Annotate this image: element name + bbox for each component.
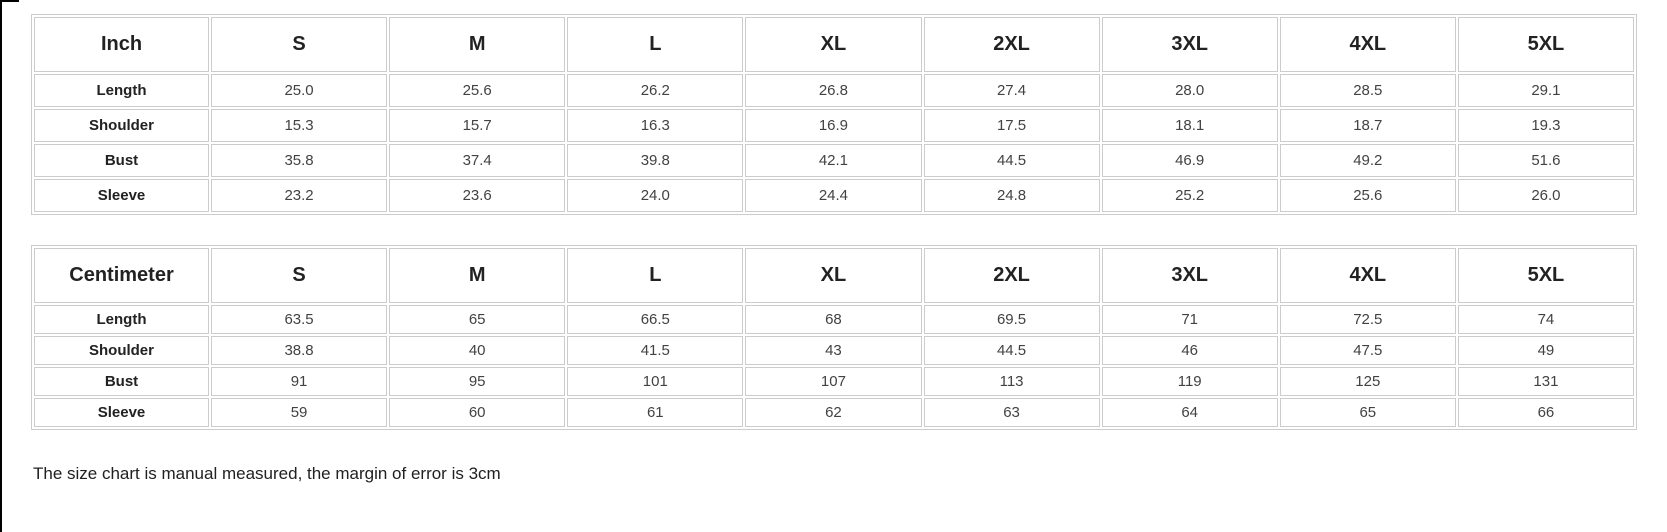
size-header-cell: 3XL [1102, 248, 1278, 303]
measure-value-cell: 95 [389, 367, 565, 396]
measure-value-cell: 51.6 [1458, 144, 1634, 177]
measure-value-cell: 24.4 [745, 179, 921, 212]
measure-label-cell: Length [34, 74, 209, 107]
measure-value-cell: 44.5 [924, 144, 1100, 177]
measure-value-cell: 15.7 [389, 109, 565, 142]
top-edge-line [0, 0, 19, 2]
measure-label-cell: Shoulder [34, 336, 209, 365]
measure-label-cell: Sleeve [34, 179, 209, 212]
measure-value-cell: 23.2 [211, 179, 387, 212]
measure-value-cell: 27.4 [924, 74, 1100, 107]
measure-value-cell: 25.6 [389, 74, 565, 107]
measure-value-cell: 38.8 [211, 336, 387, 365]
measure-value-cell: 40 [389, 336, 565, 365]
measure-value-cell: 49 [1458, 336, 1634, 365]
measure-value-cell: 66 [1458, 398, 1634, 427]
measure-value-cell: 28.0 [1102, 74, 1278, 107]
size-header-cell: 4XL [1280, 248, 1456, 303]
measure-value-cell: 42.1 [745, 144, 921, 177]
measure-value-cell: 43 [745, 336, 921, 365]
measurement-row [34, 398, 1634, 427]
size-table-centimeter [31, 245, 1637, 430]
measure-value-cell: 24.8 [924, 179, 1100, 212]
size-header-row [34, 248, 1634, 303]
size-header-cell: XL [745, 248, 921, 303]
measure-value-cell: 63.5 [211, 305, 387, 334]
measure-label-cell: Bust [34, 144, 209, 177]
size-header-cell: 5XL [1458, 248, 1634, 303]
measurement-row [34, 74, 1634, 107]
measure-value-cell: 18.7 [1280, 109, 1456, 142]
measure-value-cell: 17.5 [924, 109, 1100, 142]
measurement-row [34, 179, 1634, 212]
left-edge-line [0, 0, 2, 532]
measure-value-cell: 65 [389, 305, 565, 334]
measure-value-cell: 16.9 [745, 109, 921, 142]
size-header-cell: M [389, 248, 565, 303]
measure-value-cell: 16.3 [567, 109, 743, 142]
measure-value-cell: 49.2 [1280, 144, 1456, 177]
size-header-cell: 3XL [1102, 17, 1278, 72]
measure-value-cell: 69.5 [924, 305, 1100, 334]
size-header-row [34, 17, 1634, 72]
measure-value-cell: 25.2 [1102, 179, 1278, 212]
measure-value-cell: 63 [924, 398, 1100, 427]
measure-value-cell: 74 [1458, 305, 1634, 334]
measure-value-cell: 39.8 [567, 144, 743, 177]
measure-value-cell: 64 [1102, 398, 1278, 427]
size-header-cell: L [567, 17, 743, 72]
size-header-cell: 2XL [924, 17, 1100, 72]
measure-value-cell: 29.1 [1458, 74, 1634, 107]
measure-value-cell: 25.6 [1280, 179, 1456, 212]
measure-value-cell: 62 [745, 398, 921, 427]
measure-value-cell: 125 [1280, 367, 1456, 396]
measure-label-cell: Bust [34, 367, 209, 396]
measurement-row [34, 336, 1634, 365]
size-header-cell: S [211, 248, 387, 303]
measure-value-cell: 24.0 [567, 179, 743, 212]
measure-value-cell: 37.4 [389, 144, 565, 177]
measure-value-cell: 35.8 [211, 144, 387, 177]
measure-label-cell: Length [34, 305, 209, 334]
measure-value-cell: 25.0 [211, 74, 387, 107]
size-table-inch [31, 14, 1637, 215]
measure-value-cell: 15.3 [211, 109, 387, 142]
measure-value-cell: 60 [389, 398, 565, 427]
unit-header-cell: Inch [34, 17, 209, 72]
measure-value-cell: 26.0 [1458, 179, 1634, 212]
measure-value-cell: 66.5 [567, 305, 743, 334]
measure-value-cell: 47.5 [1280, 336, 1456, 365]
size-header-cell: 2XL [924, 248, 1100, 303]
measure-value-cell: 91 [211, 367, 387, 396]
measure-value-cell: 131 [1458, 367, 1634, 396]
measurement-note: The size chart is manual measured, the margin of error is 3cm [33, 464, 501, 483]
measure-value-cell: 26.8 [745, 74, 921, 107]
measure-value-cell: 41.5 [567, 336, 743, 365]
size-header-cell: 4XL [1280, 17, 1456, 72]
size-header-cell: L [567, 248, 743, 303]
size-header-cell: XL [745, 17, 921, 72]
measure-value-cell: 26.2 [567, 74, 743, 107]
measure-value-cell: 107 [745, 367, 921, 396]
size-header-cell: M [389, 17, 565, 72]
measurement-row [34, 367, 1634, 396]
measure-value-cell: 119 [1102, 367, 1278, 396]
unit-header-cell: Centimeter [34, 248, 209, 303]
measurement-row [34, 109, 1634, 142]
measure-value-cell: 46.9 [1102, 144, 1278, 177]
measure-value-cell: 18.1 [1102, 109, 1278, 142]
measure-value-cell: 65 [1280, 398, 1456, 427]
size-header-cell: 5XL [1458, 17, 1634, 72]
measurement-row [34, 305, 1634, 334]
measure-value-cell: 113 [924, 367, 1100, 396]
measure-label-cell: Sleeve [34, 398, 209, 427]
size-header-cell: S [211, 17, 387, 72]
measure-value-cell: 46 [1102, 336, 1278, 365]
measure-value-cell: 23.6 [389, 179, 565, 212]
measure-value-cell: 101 [567, 367, 743, 396]
measure-value-cell: 61 [567, 398, 743, 427]
measure-value-cell: 71 [1102, 305, 1278, 334]
measure-value-cell: 72.5 [1280, 305, 1456, 334]
measure-value-cell: 68 [745, 305, 921, 334]
measure-value-cell: 28.5 [1280, 74, 1456, 107]
measure-value-cell: 44.5 [924, 336, 1100, 365]
measure-value-cell: 19.3 [1458, 109, 1634, 142]
measure-value-cell: 59 [211, 398, 387, 427]
measurement-row [34, 144, 1634, 177]
measure-label-cell: Shoulder [34, 109, 209, 142]
